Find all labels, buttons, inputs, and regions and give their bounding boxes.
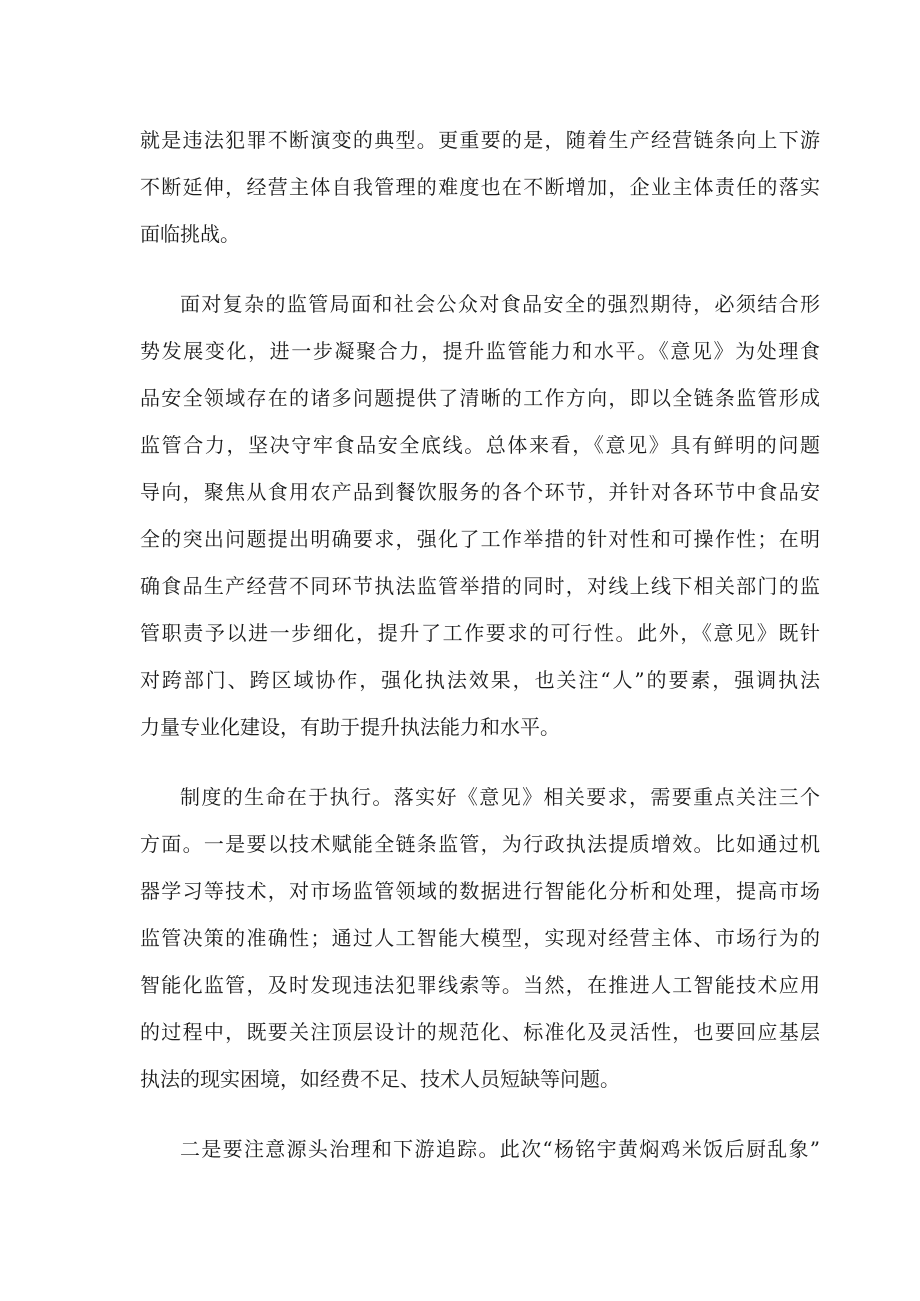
paragraph-3-line-1: 制度的生命在于执行。落实好《意见》相关要求，需要重点关注三个	[180, 785, 820, 809]
paragraph-2-line-10: 力量专业化建设，有助于提升执法能力和水平。	[140, 715, 560, 739]
paragraph-3-line-5: 智能化监管，及时发现违法犯罪线索等。当然，在推进人工智能技术应用	[140, 973, 820, 997]
paragraph-1-line-1: 就是违法犯罪不断演变的典型。更重要的是，随着生产经营链条向上下游	[140, 128, 820, 152]
paragraph-2-line-6: 全的突出问题提出明确要求，强化了工作举措的针对性和可操作性；在明	[140, 527, 820, 551]
paragraph-3-line-7: 执法的现实困境，如经费不足、技术人员短缺等问题。	[140, 1067, 620, 1091]
paragraph-4-line-1: 二是要注意源头治理和下游追踪。此次“杨铭宇黄焖鸡米饭后厨乱象”	[180, 1137, 820, 1161]
paragraph-2-line-7: 确食品生产经营不同环节执法监管举措的同时，对线上线下相关部门的监	[140, 574, 820, 598]
paragraph-3-line-4: 监管决策的准确性；通过人工智能大模型，实现对经营主体、市场行为的	[140, 926, 820, 950]
paragraph-1-line-2: 不断延伸，经营主体自我管理的难度也在不断增加，企业主体责任的落实	[140, 175, 820, 199]
paragraph-3-line-6: 的过程中，既要关注顶层设计的规范化、标准化及灵活性，也要回应基层	[140, 1020, 820, 1044]
paragraph-2-line-5: 导向，聚焦从食用农产品到餐饮服务的各个环节，并针对各环节中食品安	[140, 480, 820, 504]
paragraph-3-line-2: 方面。一是要以技术赋能全链条监管，为行政执法提质增效。比如通过机	[140, 832, 820, 856]
paragraph-1-line-3: 面临挑战。	[140, 222, 240, 246]
paragraph-3-line-3: 器学习等技术，对市场监管领域的数据进行智能化分析和处理，提高市场	[140, 879, 820, 903]
paragraph-2-line-2: 势发展变化，进一步凝聚合力，提升监管能力和水平。《意见》为处理食	[140, 339, 820, 363]
paragraph-2-line-4: 监管合力，坚决守牢食品安全底线。总体来看，《意见》具有鲜明的问题	[140, 433, 820, 457]
paragraph-2-line-1: 面对复杂的监管局面和社会公众对食品安全的强烈期待，必须结合形	[180, 292, 820, 316]
paragraph-2-line-9: 对跨部门、跨区域协作，强化执法效果，也关注“人”的要素，强调执法	[140, 668, 820, 692]
paragraph-2-line-3: 品安全领域存在的诸多问题提供了清晰的工作方向，即以全链条监管形成	[140, 386, 820, 410]
paragraph-2-line-8: 管职责予以进一步细化，提升了工作要求的可行性。此外，《意见》既针	[140, 621, 820, 645]
